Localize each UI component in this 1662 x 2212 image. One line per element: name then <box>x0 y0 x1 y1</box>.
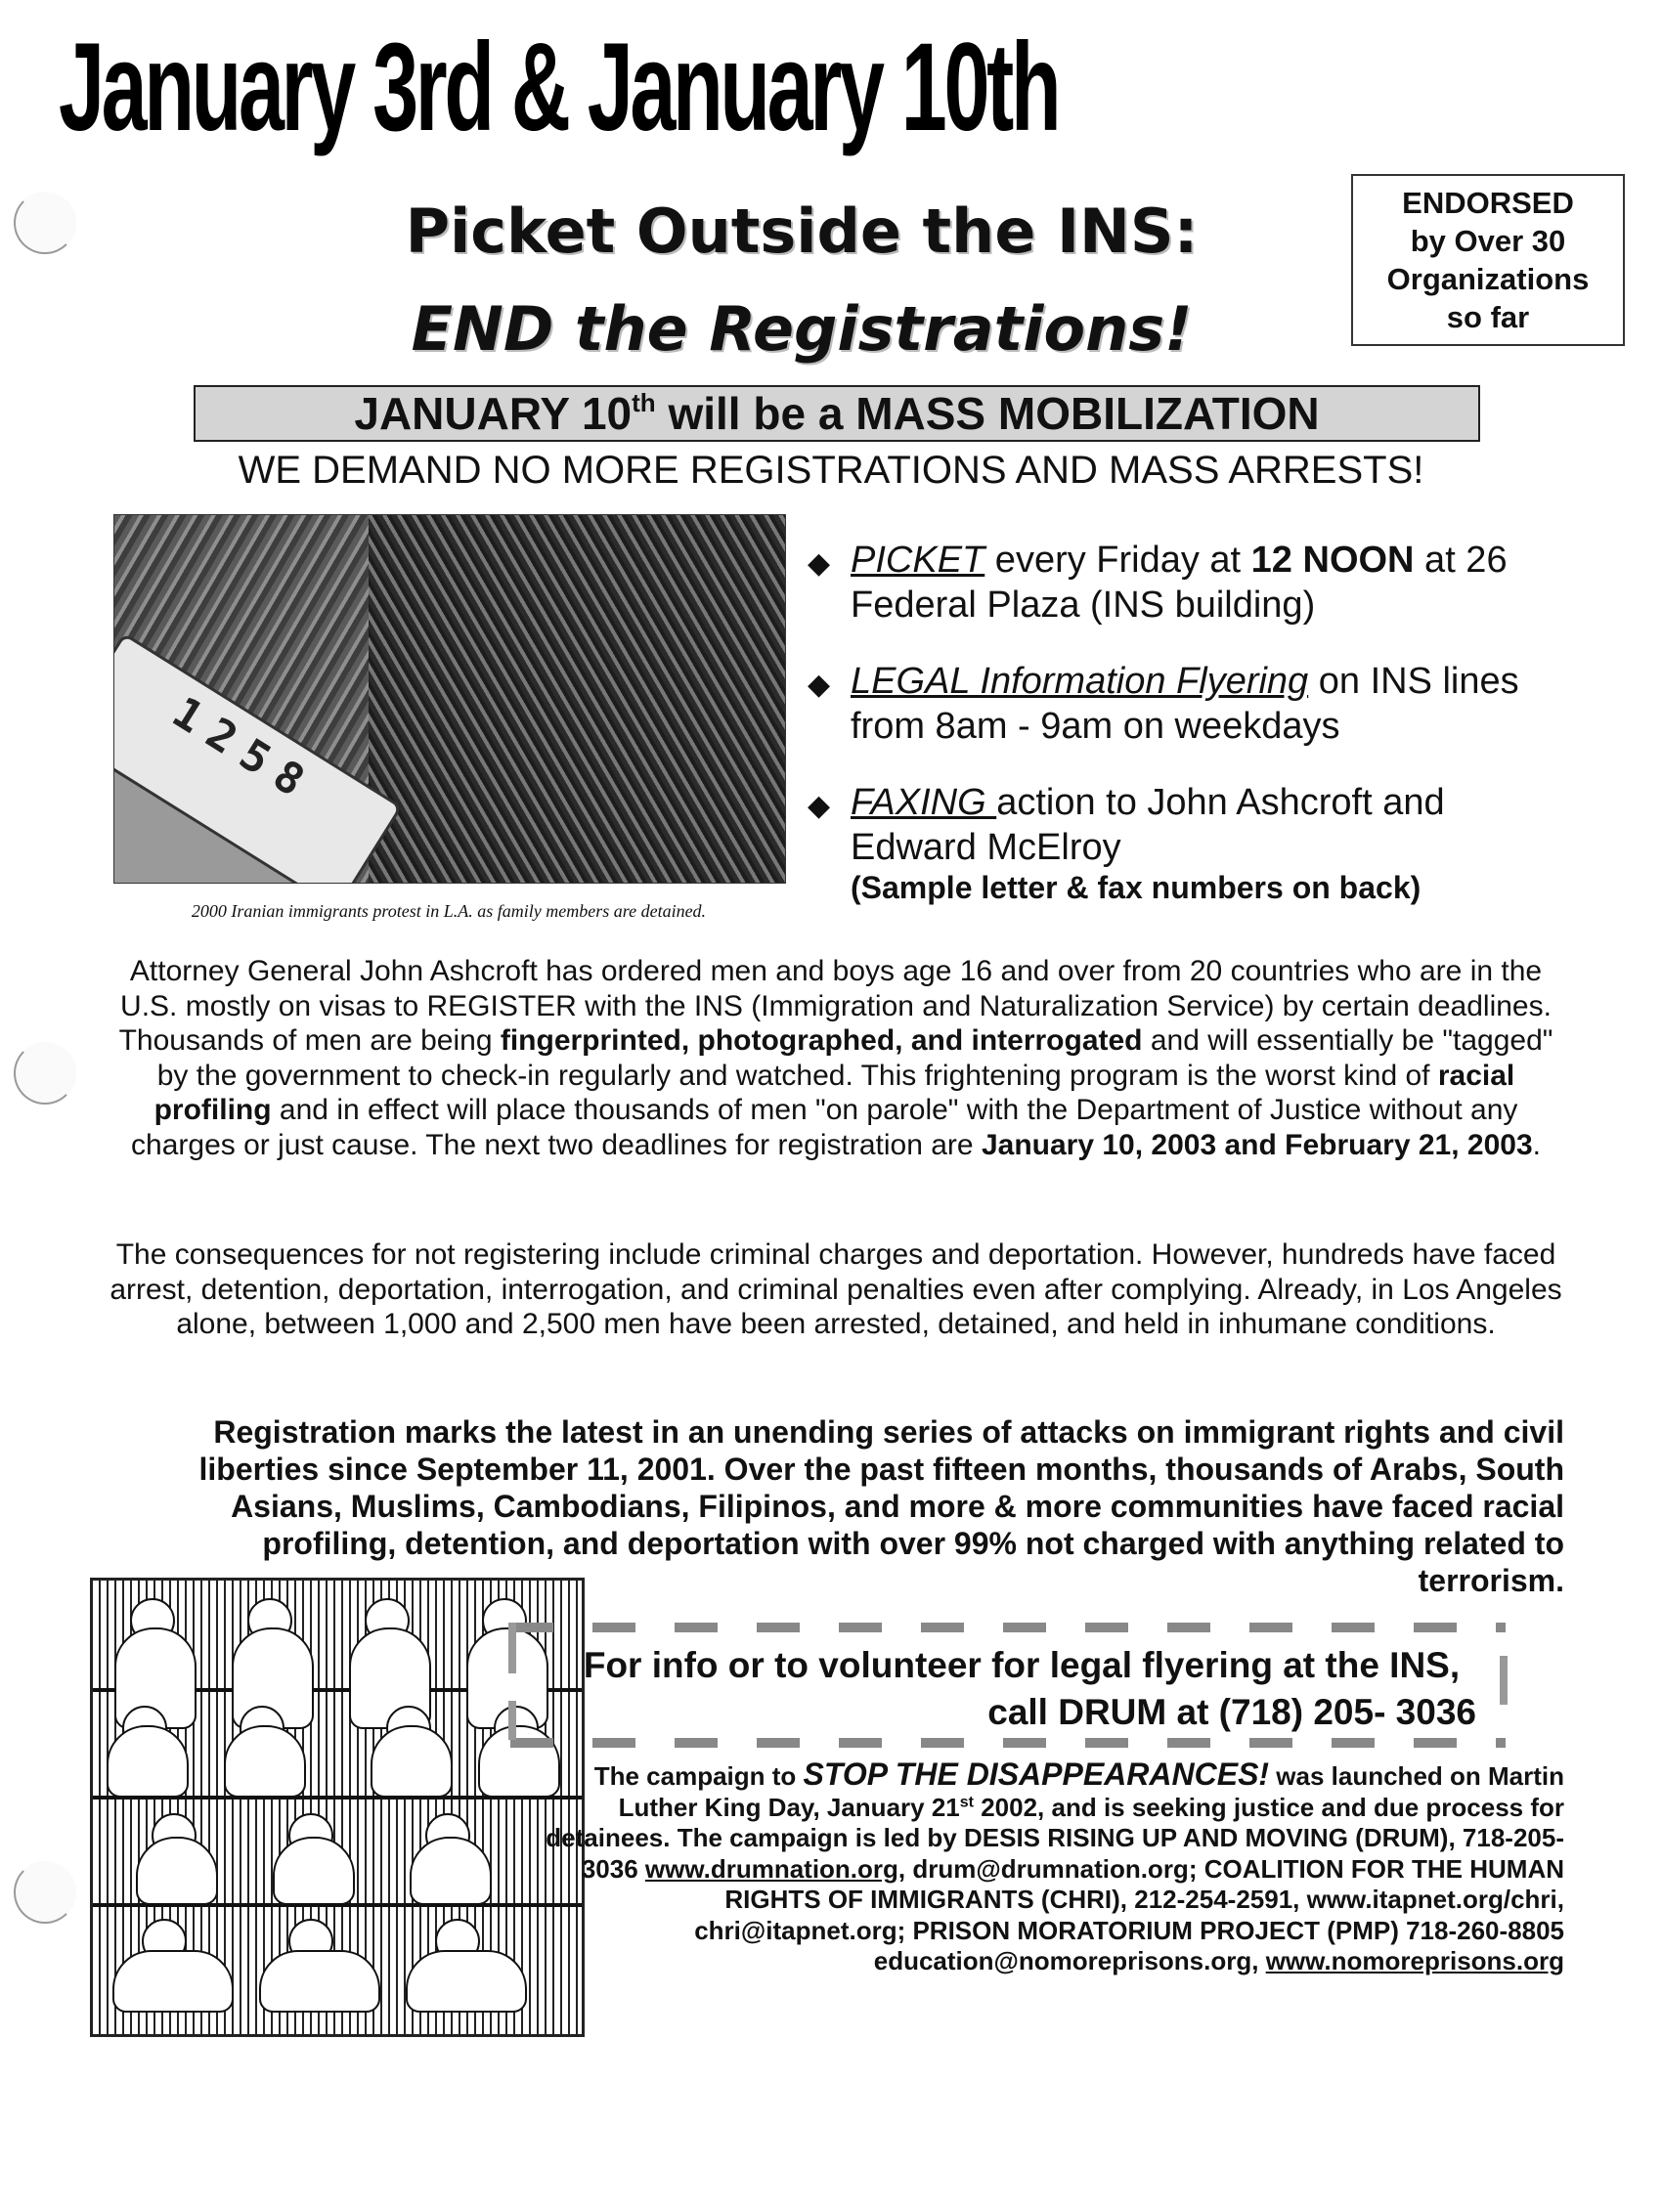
bullet-bold: 12 NOON <box>1250 540 1415 581</box>
bullet-key: LEGAL Information Flyering <box>851 661 1309 702</box>
paragraph-text: and in effect will place thousands of men "on parole" with the Department of Justice without any charges or just cause. The next two deadlines for registration are <box>131 1094 1518 1161</box>
bullet-key: FAXING <box>851 782 997 823</box>
paragraph-bold: January 10, 2003 and February 21, 2003 <box>981 1128 1533 1161</box>
mass-mobilization-banner <box>194 385 1480 442</box>
info-line-1: For info or to volunteer for legal flyering at the INS, <box>583 1645 1461 1685</box>
bullet-legal-flyering <box>808 659 1551 749</box>
crowd-area <box>369 515 785 883</box>
campaign-slogan: STOP THE DISAPPEARANCES! <box>803 1757 1270 1792</box>
bullet-faxing <box>808 780 1551 870</box>
info-box-top-border <box>510 1623 1506 1632</box>
info-box-bottom-border <box>510 1738 1506 1748</box>
info-box-right-border <box>1500 1656 1508 1705</box>
info-box-left-border <box>508 1623 516 1673</box>
endorsed-line: Organizations <box>1386 262 1590 296</box>
campaign-text: The campaign to <box>593 1761 804 1791</box>
punch-hole-top <box>14 192 76 254</box>
info-box-left-border <box>508 1701 516 1740</box>
info-line-2: call DRUM at (718) 205- 3036 <box>987 1692 1476 1732</box>
protest-photo <box>113 514 786 884</box>
photo-caption: 2000 Iranian immigrants protest in L.A. as family members are detained. <box>191 901 707 921</box>
paragraph-registration: Registration marks the latest in an unending series of attacks on immigrant rights and civil liberties since September 11, 2001. Over the past fifteen months, thousands of Arabs, South Asians, Muslims, Cambodians, Filipinos, and more & more communities have faced racial profiling, detention, and deportation with over 99% not charged with anything related to terrorism. <box>198 1414 1564 1598</box>
diamond-bullet-icon: ◆ <box>808 790 831 822</box>
endorsed-line: so far <box>1446 300 1530 334</box>
endorsed-box <box>1351 174 1625 346</box>
title-line-1: Picket Outside the INS: <box>405 195 1199 267</box>
nomoreprisons-link[interactable]: www.nomoreprisons.org <box>1265 1946 1564 1975</box>
bullet-text: at 26 Federal Plaza (INS building) <box>851 540 1508 626</box>
bullet-text: on INS lines from 8am - 9am on weekdays <box>851 661 1519 747</box>
punch-hole-bottom <box>14 1861 76 1924</box>
endorsed-line: ENDORSED <box>1402 186 1574 220</box>
bullet-text: action to John Ashcroft and Edward McElroy <box>851 782 1445 868</box>
paragraph-consequences: The consequences for not registering include criminal charges and deportation. However, hundreds have faced arrest, detention, deportation, interrogation, and criminal penalties even after complying. Already, in Los Angeles alone, between 1,000 and 2,500 men have been arrested, detained, and held in inhumane conditions. <box>109 1238 1562 1340</box>
diamond-bullet-icon: ◆ <box>808 669 831 701</box>
bullet-picket <box>808 538 1551 628</box>
mobilization-date-suffix: th <box>632 388 656 417</box>
mobilization-date: JANUARY 10 <box>354 388 633 439</box>
bus-number: 1258 <box>163 687 325 814</box>
paragraph-ashcroft <box>108 954 1564 1162</box>
endorsed-line: by Over 30 <box>1410 224 1566 258</box>
paragraph-bold: racial profiling <box>153 1059 1515 1126</box>
paragraph-bold: fingerprinted, photographed, and interrogated <box>500 1024 1143 1057</box>
mobilization-text: will be a MASS MOBILIZATION <box>655 388 1320 439</box>
paragraph-text: Attorney General John Ashcroft has ordered men and boys age 16 and over from 20 countries who are in the U.S. mostly on visas to REGISTER with the INS (Immigration and Naturalization Service) by certain deadlines. Thousands of men are being <box>118 955 1552 1057</box>
punch-hole-middle <box>14 1042 76 1105</box>
sample-letter-note: (Sample letter & fax numbers on back) <box>851 870 1421 905</box>
campaign-paragraph <box>516 1759 1564 1977</box>
campaign-text: , drum@drumnation.org; COALITION FOR THE HUMAN RIGHTS OF IMMIGRANTS (CHRI), 212-254-2591, www.itapnet.org/chri, chri@itapnet.org; PRISON MORATORIUM PROJECT (PMP) 718-260-8805 education@nomoreprisons.org, <box>694 1853 1564 1975</box>
bullet-text: every Friday at <box>984 540 1251 581</box>
campaign-text: 2002, and is seeking justice and due process for detainees. The campaign is led by DESIS RISING UP AND MOVING (DRUM), 718-205-3036 <box>546 1792 1564 1884</box>
paragraph-text: and will essentially be "tagged" by the government to check-in regularly and watched. This frightening program is the worst kind of <box>156 1024 1553 1092</box>
title-line-2: END the Registrations! <box>411 293 1193 365</box>
bullet-key: PICKET <box>851 540 985 581</box>
headline: January 3rd & January 10th <box>59 18 1059 157</box>
campaign-date-suffix: st <box>959 1793 974 1810</box>
demand-line: WE DEMAND NO MORE REGISTRATIONS AND MASS ARRESTS! <box>238 449 1424 492</box>
drumnation-link[interactable]: www.drumnation.org <box>644 1853 898 1884</box>
paragraph-text: . <box>1532 1128 1541 1161</box>
campaign-text: was launched on Martin Luther King Day, January 21 <box>618 1761 1564 1822</box>
diamond-bullet-icon: ◆ <box>808 547 831 580</box>
